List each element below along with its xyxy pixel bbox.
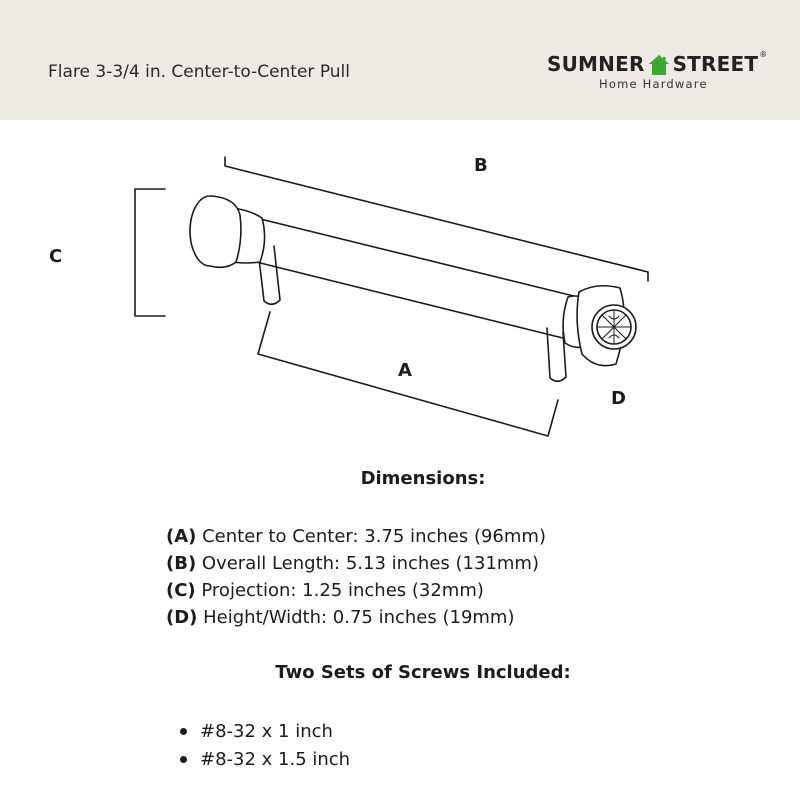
dimension-item-a: (A) Center to Center: 3.75 inches (96mm) — [166, 526, 546, 547]
screws-heading: Two Sets of Screws Included: — [275, 662, 571, 683]
logo-word-street: STREET — [672, 52, 759, 76]
dimension-item-c: (C) Projection: 1.25 inches (32mm) — [166, 580, 484, 601]
dimensions-list — [166, 523, 546, 631]
dimension-item-d: (D) Height/Width: 0.75 inches (19mm) — [166, 607, 515, 628]
logo-word-sumner: SUMNER — [547, 52, 645, 76]
label-b: B — [474, 155, 488, 176]
dimension-bracket-c — [135, 189, 165, 316]
screw-item: #8-32 x 1.5 inch — [180, 746, 350, 774]
label-d: D — [611, 388, 626, 409]
dimension-item-b: (B) Overall Length: 5.13 inches (131mm) — [166, 553, 539, 574]
dimensions-heading: Dimensions: — [360, 468, 486, 489]
registered-mark: ® — [759, 50, 768, 59]
header-banner — [0, 0, 800, 120]
pull-dimension-diagram — [0, 120, 800, 460]
logo-wordmark — [547, 50, 767, 76]
screw-item: #8-32 x 1 inch — [180, 718, 350, 746]
house-icon — [648, 54, 670, 76]
screws-list — [180, 718, 350, 774]
sumner-street-logo — [547, 50, 768, 92]
label-c: C — [49, 246, 63, 267]
label-a: A — [398, 360, 412, 381]
bullet-icon — [180, 756, 187, 763]
bullet-icon — [180, 728, 187, 735]
logo-tagline: Home Hardware — [599, 77, 708, 91]
product-title: Flare 3-3/4 in. Center-to-Center Pull — [48, 62, 350, 82]
cabinet-pull-drawing — [190, 196, 636, 381]
